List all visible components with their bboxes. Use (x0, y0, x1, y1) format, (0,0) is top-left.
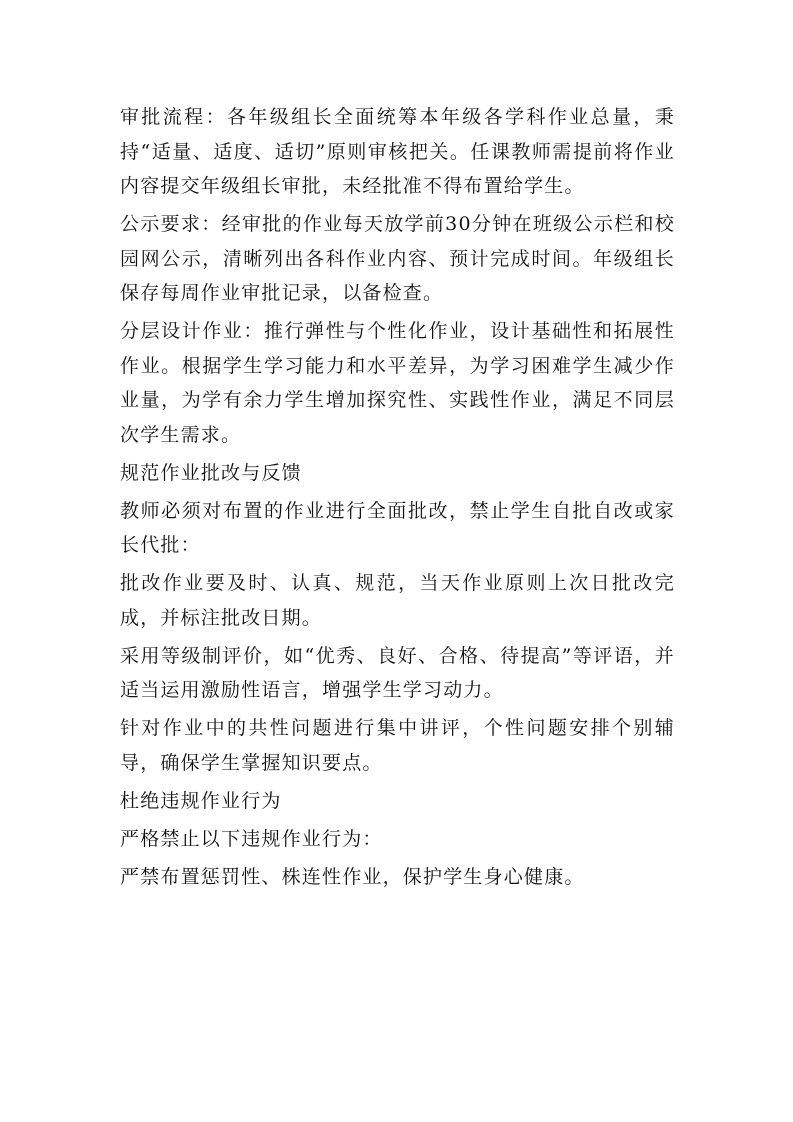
paragraph-publicity-requirements: 公示要求：经审批的作业每天放学前30分钟在班级公示栏和校园网公示，清晰列出各科作业内容、预计完成时间。年级组长保存每周作业审批记录，以备检查。 (120, 213, 675, 304)
section-heading-prohibit-violations: 杜绝违规作业行为 (120, 789, 282, 812)
paragraph-common-issue-review: 针对作业中的共性问题进行集中讲评，个性问题安排个别辅导，确保学生掌握知识要点。 (120, 717, 675, 774)
section-heading-grading-feedback: 规范作业批改与反馈 (120, 461, 302, 484)
paragraph-grade-level-evaluation: 采用等级制评价，如“优秀、良好、合格、待提高”等评语，并适当运用激励性语言，增强学生学习动力。 (120, 644, 675, 701)
paragraph-full-grading-requirement: 教师必须对布置的作业进行全面批改，禁止学生自批自改或家长代批： (120, 499, 675, 556)
paragraph-prohibited-behaviors: 严格禁止以下违规作业行为： (120, 827, 383, 850)
paragraph-tiered-homework-design: 分层设计作业：推行弹性与个性化作业，设计基础性和拓展性作业。根据学生学习能力和水平差异，为学习困难学生减少作业量，为学有余力学生增加探究性、实践性作业，满足不同层次学生需求。 (120, 320, 675, 446)
paragraph-approval-process: 审批流程：各年级组长全面统筹本年级各学科作业总量，秉持“适量、适度、适切”原则审核把关。任课教师需提前将作业内容提交年级组长审批，未经批准不得布置给学生。 (120, 106, 675, 197)
paragraph-timely-grading: 批改作业要及时、认真、规范，当天作业原则上次日批改完成，并标注批改日期。 (120, 572, 675, 629)
paragraph-no-punitive-homework: 严禁布置惩罚性、株连性作业，保护学生身心健康。 (120, 865, 585, 888)
